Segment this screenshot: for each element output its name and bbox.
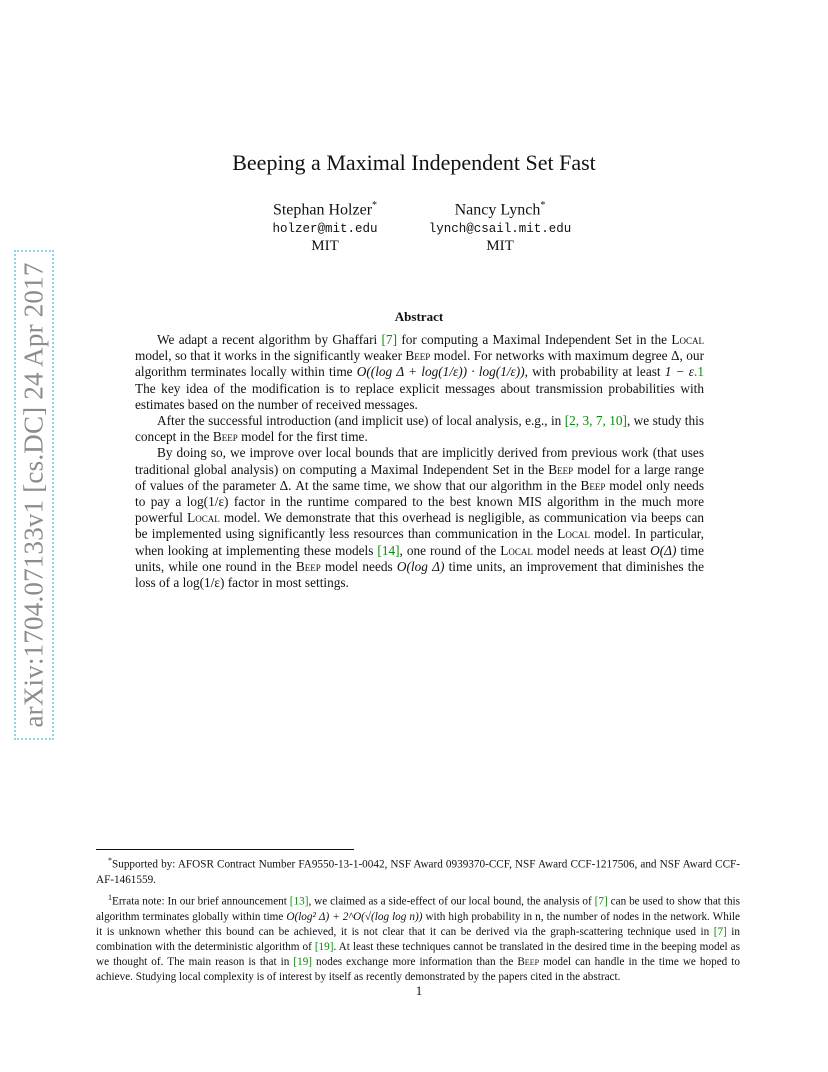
abstract-paragraph: By doing so, we improve over local bounds that are implicitly derived from previous work (that uses traditional global analysis) on computing a Maximal Independent Set in the Beep model for a large range of values of the parameter Δ. At the same time, we show that our algorithm in the Beep model only needs to pay a log(1/ε) factor in the runtime compared to the best known MIS algorithm in the much more powerful Local model. We demonstrate that this overhead is negligible, as communication via beeps can be implemented using significantly less resources than communication in the Local model. In particular, when looking at implementing these models [14], one round of the Local model needs at least O(Δ) time units, while one round in the Beep model needs O(log Δ) time units, an improvement that diminishes the loss of a log(1/ε) factor in most settings. bbox=[135, 445, 705, 591]
citation-link[interactable]: [2, 3, 7, 10] bbox=[564, 413, 627, 429]
abstract-paragraph: After the successful introduction (and implicit use) of local analysis, e.g., in [2, 3, 7, 10], we study this concept in the Beep model for the first time. bbox=[135, 413, 704, 445]
citation-link[interactable]: [7] bbox=[713, 925, 727, 938]
abstract-heading: Abstract bbox=[394, 309, 444, 324]
page-number: 1 bbox=[415, 983, 423, 998]
author-email[interactable]: lynch@csail.mit.edu bbox=[428, 222, 572, 237]
abstract-paragraph: We adapt a recent algorithm by Ghaffari [7] for computing a Maximal Independent Set in the Local model, so that it works in the significantly weaker Beep model. For networks with maximum degree Δ, our algorithm terminates locally within time O((log Δ + log(1/ε)) · log(1/ε)), with probability at least 1 − ε.1 The key idea of the modification is to replace explicit messages about transmission probabilities with estimates based on the number of received messages. bbox=[135, 332, 705, 412]
citation-link[interactable]: [14] bbox=[377, 542, 400, 558]
citation-link[interactable]: [19] bbox=[314, 940, 334, 953]
footnote: *Supported by: AFOSR Contract Number FA9550-13-1-0042, NSF Award 0939370-CCF, NSF Award CCF-1217506, and NSF Award CCF-AF-1461559. bbox=[96, 856, 740, 886]
footnote-rule bbox=[96, 849, 354, 850]
author-block bbox=[425, 200, 575, 255]
footnotes bbox=[96, 853, 740, 987]
citation-link[interactable]: [19] bbox=[293, 956, 313, 969]
citation-link[interactable]: [7] bbox=[381, 332, 398, 347]
author-affiliation: MIT bbox=[486, 238, 514, 255]
author-email[interactable]: holzer@mit.edu bbox=[272, 222, 378, 237]
footnote-link[interactable]: .1 bbox=[694, 364, 704, 380]
citation-link[interactable]: [7] bbox=[594, 895, 608, 908]
abstract-body bbox=[135, 332, 704, 591]
citation-link[interactable]: [13] bbox=[289, 895, 309, 908]
author-name: Nancy Lynch* bbox=[454, 200, 546, 219]
paper-title: Beeping a Maximal Independent Set Fast bbox=[232, 150, 596, 175]
author-block bbox=[255, 200, 395, 255]
author-name: Stephan Holzer* bbox=[272, 200, 378, 219]
arxiv-identifier: arXiv:1704.07133v1 [cs.DC] 24 Apr 2017 bbox=[18, 262, 49, 728]
author-affiliation: MIT bbox=[311, 238, 339, 255]
footnote: $^1$Errata note: In our brief announcement [13], we claimed as a side-effect of our local bound, the analysis of [7] can be used to show that this algorithm terminates globally within time O(log² Δ) + 2^O(√(log log n)) with high probability in n, the number of nodes in the network. While it is unknown whether this bound can be achieved, it is not clear that it can be derived via the graph-scattering technique used in [7] in combination with the deterministic algorithm of [19]. At least these techniques cannot be translated in the desired time in the beeping model as we thought of. The main reason is that in [19] nodes exchange more information than the Beep model can handle in the time we hoped to achieve. Studying local complexity is of interest by itself as recently demonstrated by the papers cited in the abstract. bbox=[96, 892, 741, 984]
